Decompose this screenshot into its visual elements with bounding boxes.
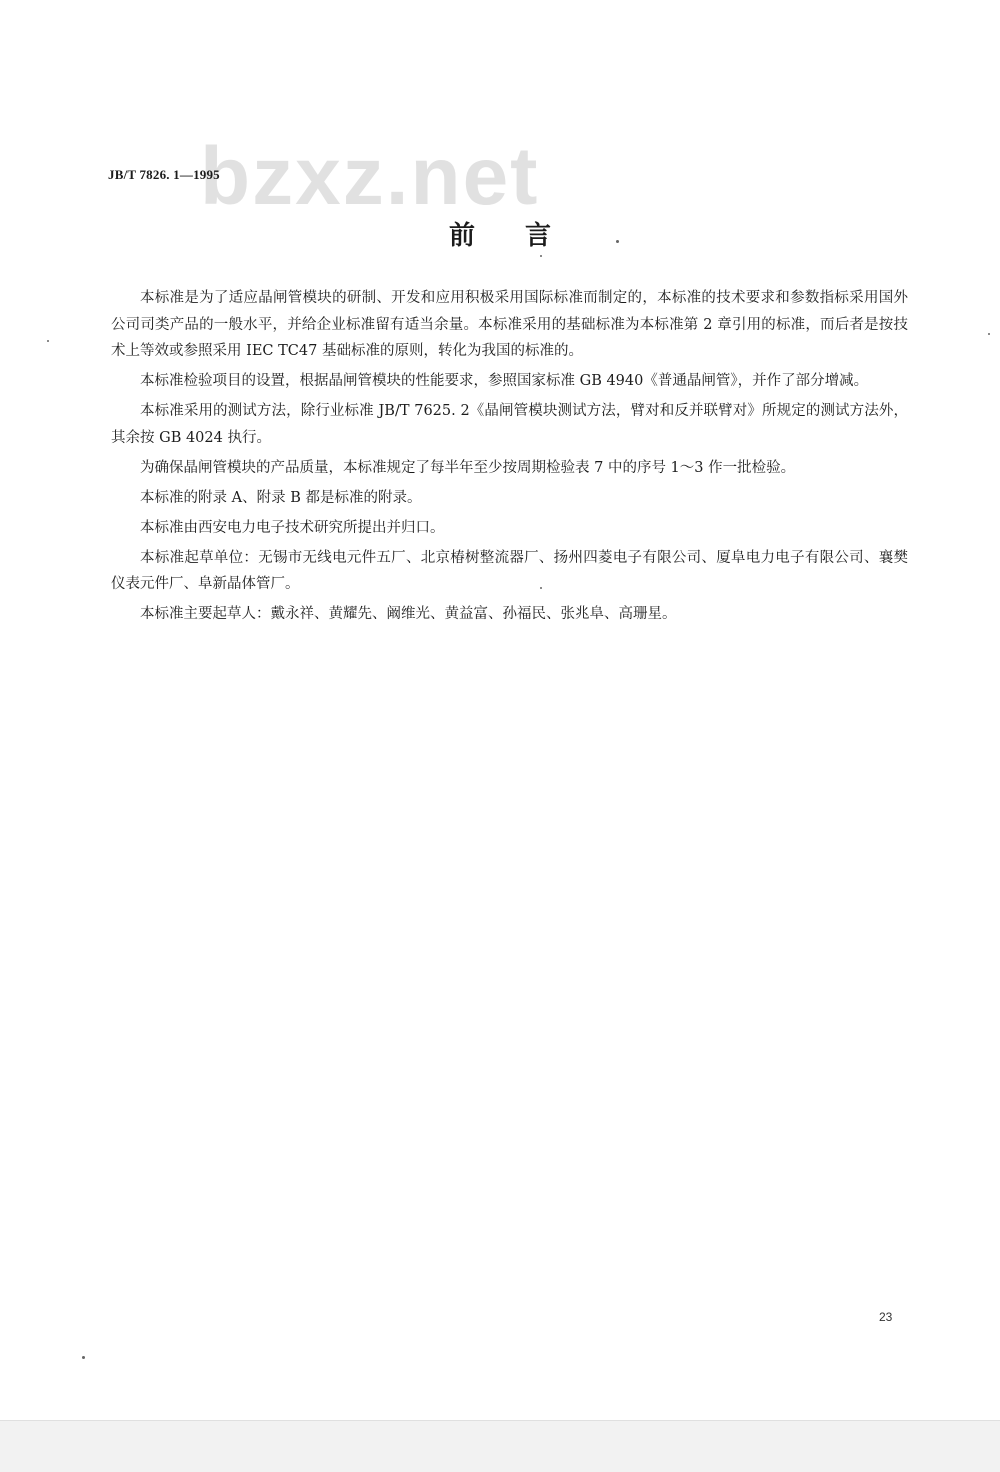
page-number: 23: [879, 1310, 893, 1324]
paragraph: 本标准主要起草人：戴永祥、黄耀先、阚维光、黄益富、孙福民、张兆阜、高珊星。: [140, 606, 677, 622]
paragraph: 本标准的附录 A、附录 B 都是标准的附录。: [140, 489, 422, 506]
scan-speck: [540, 255, 542, 257]
paragraph: 本标准检验项目的设置，根据晶闸管模块的性能要求，参照国家标准 GB 4940《普通晶闸管》，并作了部分增减。: [140, 373, 869, 389]
paragraph: 本标准起草单位：无锡市无线电元件五厂、北京椿树整流器厂、扬州四菱电子有限公司、厦阜电力电子有限公司、襄樊仪表元件厂、阜新晶体管厂。: [111, 549, 908, 592]
scan-speck: [988, 333, 990, 335]
paragraph: 为确保晶闸管模块的产品质量，本标准规定了每半年至少按周期检验表 7 中的序号 1～3 作一批检验。: [140, 459, 796, 476]
scan-speck: [82, 1356, 85, 1359]
scan-speck: [616, 240, 619, 243]
page-title: 前言: [448, 221, 601, 251]
scan-speck: [47, 340, 49, 342]
document-code: JB/T 7826. 1—1995: [108, 167, 220, 182]
watermark: bzxz.net: [200, 131, 540, 222]
paragraph: 本标准由西安电力电子技术研究所提出并归口。: [140, 519, 445, 536]
viewer-bottom-bar: [0, 1420, 1000, 1472]
paragraph: 本标准采用的测试方法，除行业标准 JB/T 7625. 2《晶闸管模块测试方法，臂对和反并联臂对》所规定的测试方法外，其余按 GB 4024 执行。: [111, 403, 908, 446]
scan-speck: [540, 587, 542, 589]
foreword-body: [111, 285, 908, 631]
paragraph: 本标准是为了适应晶闸管模块的研制、开发和应用积极采用国际标准而制定的，本标准的技术要求和参数指标采用国外公司司类产品的一般水平，并给企业标准留有适当余量。本标准采用的基础标准为本标准第 2 章引用的标准，而后者是按技术上等效或参照采用 IEC TC47 基础标准的原则，转化为我国的标准的。: [111, 290, 908, 359]
